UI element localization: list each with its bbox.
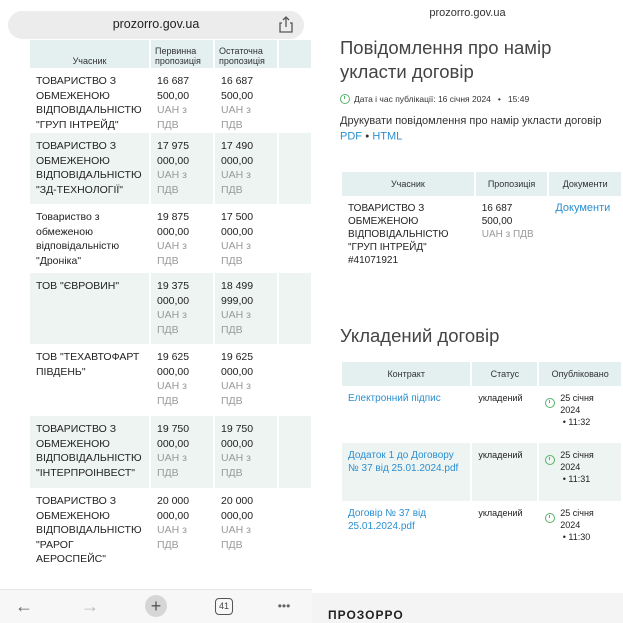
final-offer: 17 500 000,00 [221,211,254,238]
currency: UAH з ПДВ [221,380,251,407]
plus-icon: + [145,595,167,617]
contract-status: укладений [471,443,538,501]
contract-status: укладений [471,501,538,559]
documents-link[interactable]: Документи [555,202,611,214]
footer [312,593,623,623]
clock-icon [340,94,350,104]
currency: UAH з ПДВ [221,169,251,196]
bids-table [30,40,312,568]
desktop-page-pane [312,0,623,623]
published-date: 25 січня 2024 [560,450,594,472]
col-participant: Учасник [342,172,475,196]
first-offer: 19 375 000,00 [157,280,190,307]
col-status: Статус [471,362,538,386]
currency: UAH з ПДВ [157,524,187,551]
pub-time: 15:49 [507,94,530,104]
col-contract: Контракт [342,362,471,386]
published-time: 11:32 [568,417,591,427]
tabs-count: 41 [215,598,233,615]
final-offer: 17 490 000,00 [221,140,254,167]
bidder-name: ТОВАРИСТВО З ОБМЕЖЕНОЮ ВІДПОВІДАЛЬНІСТЮ "РАРОГ АЕРОСПЕЙС" [30,488,150,568]
clock-icon [545,398,555,408]
currency: UAH з ПДВ [157,452,187,479]
published-time: 11:30 [568,532,591,542]
address-bar[interactable] [8,11,304,39]
bidder-name: ТОВ "ТЕХАВТОФАРТ ПІВДЕНЬ" [30,344,150,416]
currency: UAH з ПДВ [221,452,251,479]
notice-title: Повідомлення про намір укласти договір [340,37,552,82]
participant-table [342,172,623,284]
browser-toolbar [0,589,312,623]
currency: UAH з ПДВ [157,309,187,336]
forward-icon[interactable]: → [81,595,99,616]
published-time: 11:31 [568,474,591,484]
final-offer: 18 499 999,00 [221,280,254,307]
address-url: prozorro.gov.ua [112,17,200,31]
currency: UAH з ПДВ [221,524,251,551]
new-tab-button[interactable] [144,596,168,616]
contract-title: Укладений договір [340,325,500,346]
final-offer: 16 687 500,00 [221,75,254,102]
bidder-name: ТОВ "ЄВРОВИН" [30,273,150,344]
contract-file-link[interactable]: Договір № 37 від 25.01.2024.pdf [348,508,427,532]
offer-amount: 16 687 500,00 [481,203,513,227]
pub-label: Дата і час публікації: 16 січня 2024 [354,94,491,104]
first-offer: 20 000 000,00 [157,495,190,522]
final-offer: 20 000 000,00 [221,495,254,522]
bidder-name: Товариство з обмеженою відповідальністю "Дроніка" [30,204,150,273]
currency: UAH з ПДВ [157,240,187,267]
col-participant: Учасник [30,40,150,68]
contract-file-link[interactable]: Додаток 1 до Договору № 37 від 25.01.2024.pdf [348,450,459,474]
bidder-name: ТОВАРИСТВО З ОБМЕЖЕНОЮ ВІДПОВІДАЛЬНІСТЮ "ІНТЕРПРОІНВЕСТ" [30,416,150,488]
published-date: 25 січня 2024 [560,393,594,415]
first-offer: 17 975 000,00 [157,140,190,167]
more-icon[interactable]: ••• [277,599,291,613]
footer-brand: ПРОЗОРРО [328,608,404,622]
back-icon[interactable]: ← [15,595,33,616]
first-offer: 19 875 000,00 [157,211,190,238]
currency: UAH з ПДВ [221,104,251,131]
currency: UAH з ПДВ [157,169,187,196]
tabs-button[interactable] [212,596,236,616]
contract-table: Контракт Статус Опубліковано Електронний підпис укладений 25 січня 2024 • 11:32 Додаток 1 до Договору № 37 від 25.01.2024.pdf укладений 25 січня 2024 • 11:31 Договір № 37 від 25.01.2024.pdf укладений 25 січня 2024 • 11:30 [342,362,623,559]
pdf-link[interactable]: PDF [340,130,362,143]
col-offer: Пропозиція [475,172,549,196]
col-published: Опубліковано [538,362,622,386]
currency: UAH з ПДВ [221,240,251,267]
share-icon[interactable] [278,16,294,34]
print-notice [340,114,620,144]
col-final-offer: Остаточна пропозиція [214,40,278,68]
published-date: 25 січня 2024 [560,508,594,530]
col-first-offer: Первинна пропозиція [150,40,214,68]
bidder-name: ТОВАРИСТВО З ОБМЕЖЕНОЮ ВІДПОВІДАЛЬНІСТЮ "ГРУП ІНТРЕЙД" [30,68,150,133]
col-documents: Документи [548,172,622,196]
html-link[interactable]: HTML [372,130,403,143]
contract-file-link[interactable]: Електронний підпис [348,393,441,404]
final-offer: 19 625 000,00 [221,351,254,378]
pub-dot: • [497,94,501,104]
first-offer: 19 625 000,00 [157,351,190,378]
currency: UAH з ПДВ [221,309,251,336]
clock-icon [545,455,555,465]
first-offer: 16 687 500,00 [157,75,190,102]
final-offer: 19 750 000,00 [221,423,254,450]
link-separator: ● [365,133,370,140]
page-url: prozorro.gov.ua [429,7,506,19]
bidder-name: ТОВАРИСТВО З ОБМЕЖЕНОЮ ВІДПОВІДАЛЬНІСТЮ "ЗД-ТЕХНОЛОГІЇ" [30,133,150,204]
first-offer: 19 750 000,00 [157,423,190,450]
currency: UAH з ПДВ [157,380,187,407]
print-text: Друкувати повідомлення про намір укласти договір [340,115,602,127]
currency: UAH з ПДВ [157,104,187,131]
clock-icon [545,513,555,523]
publication-date [340,94,529,104]
contract-status: укладений [471,386,538,443]
participant-name: ТОВАРИСТВО З ОБМЕЖЕНОЮ ВІДПОВІДАЛЬНІСТЮ "ГРУП ІНТРЕЙД" #41071921 [342,196,475,284]
offer-currency: UAH з ПДВ [481,229,534,240]
